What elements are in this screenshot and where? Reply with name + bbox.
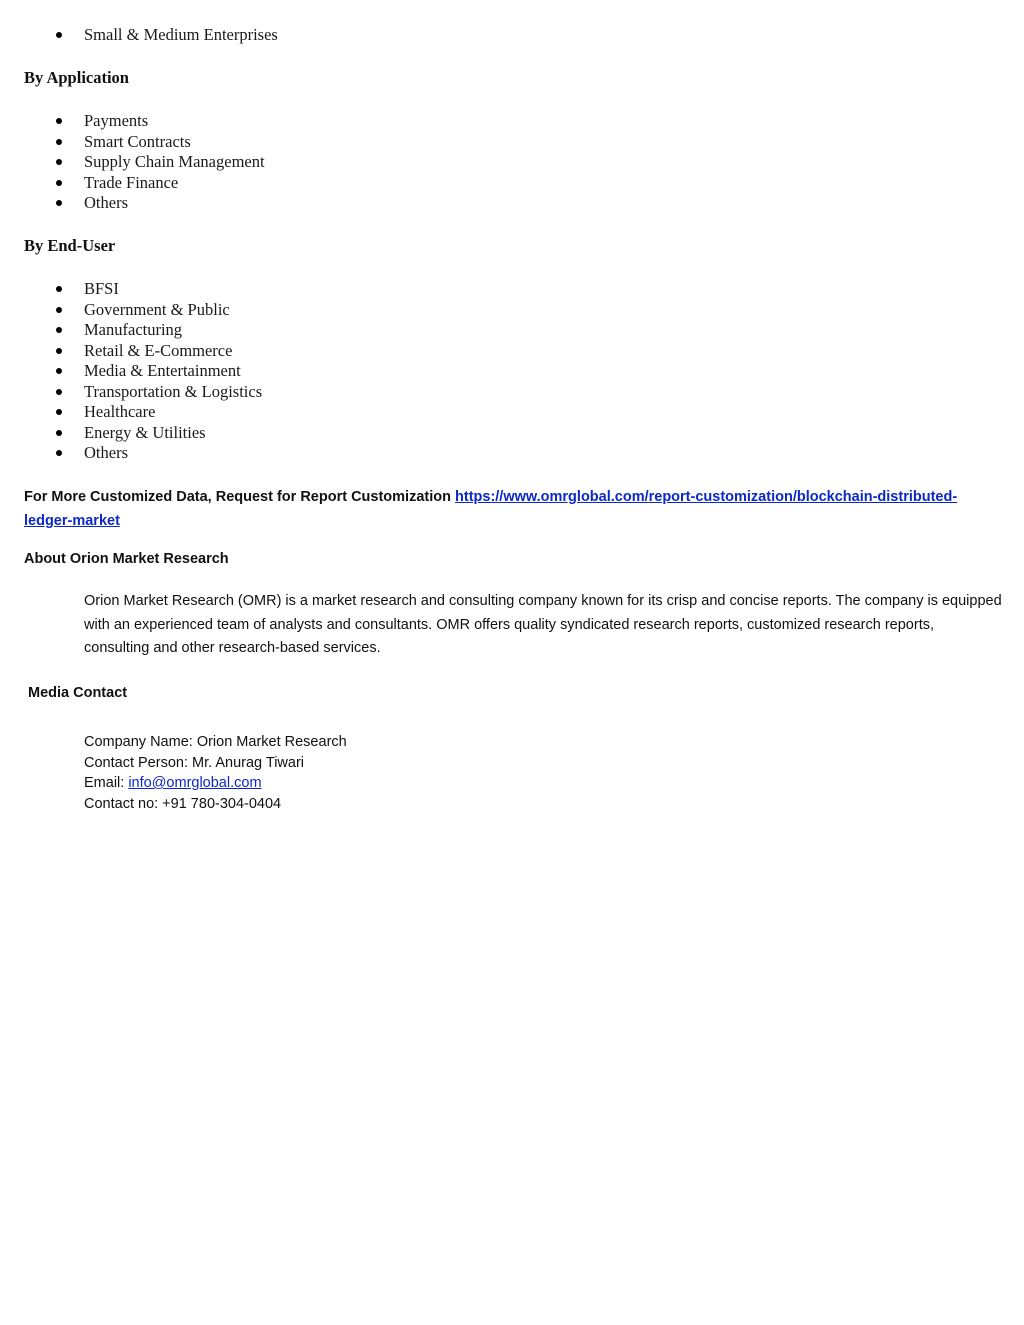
email-prefix: Email: [84,775,129,791]
list-item-label: Retail & E-Commerce [84,340,233,360]
bullet-icon [56,409,62,415]
list-item-label: Small & Medium Enterprises [84,25,278,44]
contact-details [84,732,347,814]
by-application-heading: By Application [24,68,129,87]
bullet-icon [56,389,62,395]
bullet-icon [56,200,62,206]
list-item-label: Smart Contracts [84,131,191,151]
bullet-icon [56,307,62,313]
contact-person: Contact Person: Mr. Anurag Tiwari [84,754,305,771]
customization-link[interactable]: https://www.omrglobal.com/report-customization/blockchain-distributed-ledger-market [24,489,958,529]
bullet-icon [56,450,62,456]
bullet-icon [56,180,62,186]
list-item-label: Trade Finance [84,172,179,192]
list-item-label: Supply Chain Management [84,152,265,171]
by-end-user-heading: By End-User [24,236,116,255]
bullet-icon [56,348,62,354]
list-item-label: Payments [84,111,149,130]
list-item-label: Healthcare [84,402,156,421]
bullet-icon [56,368,62,374]
bullet-icon [56,159,62,165]
list-item-label: Others [84,193,128,212]
contact-number: Contact no: +91 780-304-0404 [84,795,282,812]
list-item-label: Energy & Utilities [84,422,206,442]
list-item-label: Manufacturing [84,320,183,339]
bullet-icon [56,32,62,38]
company-name: Company Name: Orion Market Research [84,734,347,750]
list-item-label: Others [84,443,128,462]
bullet-icon [56,286,62,292]
list-item-label: Government & Public [84,299,230,319]
list-item-label: Transportation & Logistics [84,381,263,401]
about-paragraph: Orion Market Research (OMR) is a market research and consulting company known for its crisp and concise reports. The company is equipped with an experienced team of analysts and consultants. OMR offers quality syndicated research reports, customized research reports, consulting and other research-based services. [84,593,1002,656]
bullet-icon [56,327,62,333]
media-contact-heading: Media Contact [28,685,128,701]
list-item-label: Media & Entertainment [84,361,241,380]
customization-request [24,486,999,533]
bullet-icon [56,118,62,124]
bullet-icon [56,430,62,436]
bullet-icon [56,139,62,145]
email-link[interactable]: info@omrglobal.com [128,775,262,791]
email-line [84,773,347,794]
customization-text: For More Customized Data, Request for Report Customization [24,489,451,505]
about-heading: About Orion Market Research [24,551,229,567]
list-item-label: BFSI [84,279,119,298]
